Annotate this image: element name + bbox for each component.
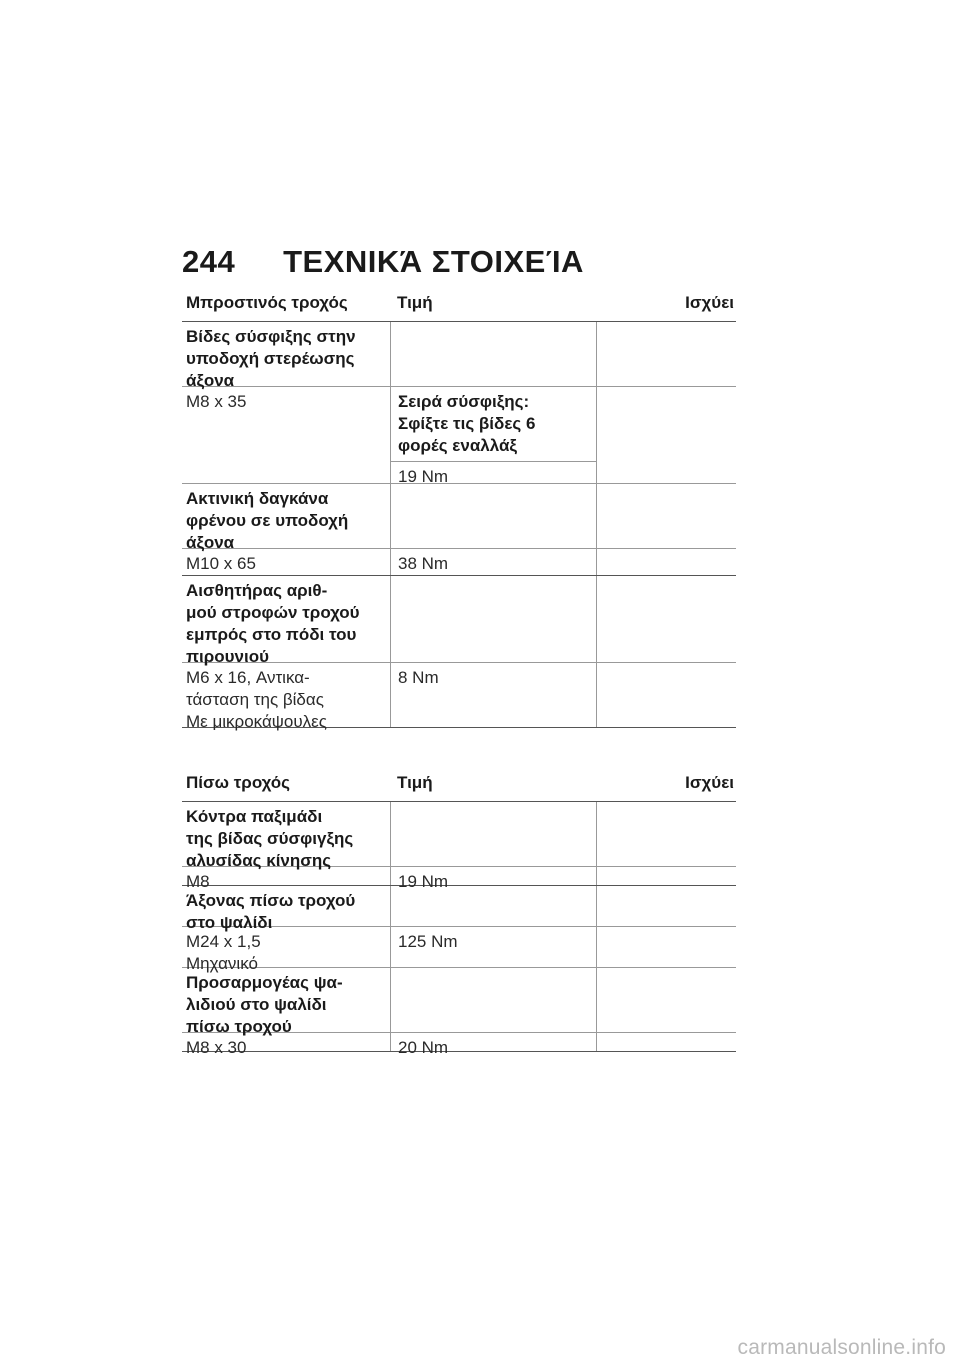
applies-cell bbox=[596, 802, 736, 866]
component-title: Ακτινική δαγκάνα φρένου σε υποδοχή άξονα bbox=[186, 489, 349, 552]
value-cell bbox=[390, 968, 596, 1032]
rear-wheel-table bbox=[182, 773, 736, 1057]
table-row bbox=[182, 968, 736, 1036]
page-header bbox=[182, 244, 584, 280]
table-row bbox=[182, 867, 736, 891]
table-row bbox=[182, 549, 736, 576]
torque-value: 125 Nm bbox=[390, 927, 596, 967]
applies-cell bbox=[596, 663, 736, 727]
table-row bbox=[182, 886, 736, 932]
component-title: Αισθητήρας αριθ- μού στροφών τροχού εμπρός στο πόδι του πιρουνιού bbox=[186, 581, 360, 666]
applies-cell bbox=[596, 886, 736, 926]
applies-cell bbox=[596, 549, 736, 575]
table-row bbox=[182, 802, 736, 870]
page-number: 244 bbox=[182, 244, 236, 279]
applies-cell bbox=[596, 968, 736, 1032]
applies-cell bbox=[596, 484, 736, 548]
value-cell bbox=[390, 387, 596, 486]
column-header-value: Τιμή bbox=[397, 293, 433, 312]
torque-value: 20 Nm bbox=[390, 1033, 596, 1051]
applies-cell bbox=[596, 927, 736, 967]
spec-cell: M8 x 30 bbox=[186, 1038, 247, 1057]
applies-cell bbox=[596, 387, 736, 483]
spec-cell: M6 x 16, Αντικα- τάσταση της βίδας Με μικροκάψουλες bbox=[186, 668, 327, 731]
column-header-applies: Ισχύει bbox=[685, 293, 734, 312]
value-cell bbox=[390, 322, 596, 386]
tightening-note: Σειρά σύσφιξης: Σφίξτε τις βίδες 6 φορές εναλλάξ bbox=[391, 387, 596, 462]
table-header bbox=[182, 293, 736, 322]
page-title: ΤΕΧΝΙΚΆ ΣΤΟΙΧΕΊΑ bbox=[283, 244, 584, 279]
spec-cell: M8 x 35 bbox=[186, 392, 247, 411]
watermark: carmanualsonline.info bbox=[737, 1336, 946, 1359]
column-header-value: Τιμή bbox=[397, 773, 433, 792]
table-row bbox=[182, 322, 736, 390]
torque-value: 38 Nm bbox=[390, 549, 596, 575]
applies-cell bbox=[596, 1033, 736, 1051]
table-row bbox=[182, 927, 736, 973]
column-header-component: Μπροστινός τροχός bbox=[186, 293, 348, 312]
torque-value: 8 Nm bbox=[390, 663, 596, 727]
table-header bbox=[182, 773, 736, 802]
spec-cell: M10 x 65 bbox=[186, 554, 256, 573]
column-header-component: Πίσω τροχός bbox=[186, 773, 290, 792]
value-cell bbox=[390, 484, 596, 548]
spec-cell: M24 x 1,5 Μηχανικό bbox=[186, 932, 261, 973]
component-title: Προσαρμογέας ψα- λιδιού στο ψαλίδι πίσω τροχού bbox=[186, 973, 343, 1036]
torque-value: 19 Nm bbox=[398, 467, 449, 486]
column-header-applies: Ισχύει bbox=[685, 773, 734, 792]
component-title: Άξονας πίσω τροχού στο ψαλίδι bbox=[186, 891, 356, 932]
value-cell bbox=[390, 886, 596, 926]
table-row bbox=[182, 1033, 736, 1057]
value-cell bbox=[390, 576, 596, 662]
table-row bbox=[182, 387, 736, 484]
value-cell bbox=[390, 802, 596, 866]
torque-value: 19 Nm bbox=[390, 867, 596, 885]
front-wheel-table bbox=[182, 293, 736, 731]
spec-cell: M8 bbox=[186, 872, 210, 891]
applies-cell bbox=[596, 576, 736, 662]
component-title: Κόντρα παξιμάδι της βίδας σύσφιγξης αλυσίδας κίνησης bbox=[186, 807, 354, 870]
table-row bbox=[182, 663, 736, 731]
component-title: Βίδες σύσφιξης στην υποδοχή στερέωσης άξονα bbox=[186, 327, 356, 390]
table-row bbox=[182, 484, 736, 552]
applies-cell bbox=[596, 322, 736, 386]
applies-cell bbox=[596, 867, 736, 885]
table-row bbox=[182, 576, 736, 666]
